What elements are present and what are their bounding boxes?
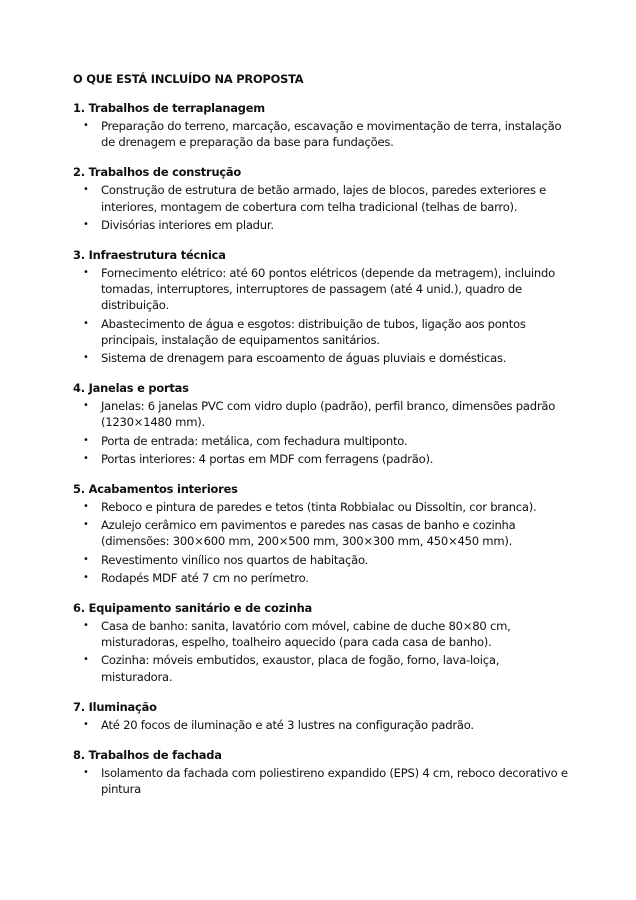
bullet-icon: • (83, 267, 89, 279)
list-item (73, 618, 573, 650)
list-item-text: Janelas: 6 janelas PVC com vidro duplo (padrão), perfil branco, dimensões padrão (1230×1480 mm). (101, 399, 556, 430)
section-4 (73, 380, 573, 467)
list-item (73, 217, 573, 233)
bullet-icon: • (83, 620, 89, 632)
section-heading: 8. Trabalhos de fachada (73, 748, 222, 763)
bullet-list (73, 765, 573, 797)
list-item (73, 552, 573, 568)
bullet-list (73, 182, 573, 233)
bullet-icon: • (83, 317, 89, 329)
list-item-text: Sistema de drenagem para escoamento de águas pluviais e domésticas. (101, 351, 507, 366)
list-item (73, 652, 573, 684)
bullet-icon: • (83, 654, 89, 666)
bullet-list (73, 398, 573, 467)
list-item-text: Isolamento da fachada com poliestireno expandido (EPS) 4 cm, reboco decorativo e pintura (101, 766, 568, 797)
bullet-icon: • (83, 718, 89, 730)
bullet-icon: • (83, 452, 89, 464)
bullet-list (73, 717, 573, 733)
list-item (73, 350, 573, 366)
list-item-text: Reboco e pintura de paredes e tetos (tinta Robbialac ou Dissoltin, cor branca). (101, 500, 537, 515)
section-5 (73, 481, 573, 586)
list-item (73, 433, 573, 449)
bullet-list (73, 265, 573, 366)
section-7 (73, 699, 573, 733)
section-2 (73, 164, 573, 233)
list-item (73, 398, 573, 430)
list-item-text: Construção de estrutura de betão armado, lajes de blocos, paredes exteriores e interiores, montagem de cobertura com telha tradicional (telhas de barro). (101, 183, 546, 214)
list-item (73, 517, 573, 549)
bullet-icon: • (83, 501, 89, 513)
list-item-text: Portas interiores: 4 portas em MDF com ferragens (padrão). (101, 451, 434, 466)
list-item-text: Fornecimento elétrico: até 60 pontos elétricos (depende da metragem), incluindo tomadas, interruptores, interruptores de passagem (até 4 unid.), quadro de distribuição. (101, 266, 555, 313)
document-page (73, 71, 573, 811)
list-item-text: Divisórias interiores em pladur. (101, 217, 274, 232)
section-heading: 6. Equipamento sanitário e de cozinha (73, 601, 313, 616)
bullet-icon: • (83, 184, 89, 196)
bullet-icon: • (83, 519, 89, 531)
list-item (73, 316, 573, 348)
section-3 (73, 247, 573, 366)
list-item-text: Casa de banho: sanita, lavatório com móvel, cabine de duche 80×80 cm, misturadoras, espelho, toalheiro aquecido (para cada casa de banho). (101, 619, 511, 650)
list-item (73, 717, 573, 733)
section-1 (73, 100, 573, 150)
list-item-text: Cozinha: móveis embutidos, exaustor, placa de fogão, forno, lava-loiça, misturadora. (101, 653, 500, 684)
list-item-text: Revestimento vinílico nos quartos de habitação. (101, 552, 369, 567)
bullet-icon: • (83, 767, 89, 779)
list-item (73, 499, 573, 515)
bullet-icon: • (83, 352, 89, 364)
section-heading: 2. Trabalhos de construção (73, 165, 242, 180)
document-title: O QUE ESTÁ INCLUÍDO NA PROPOSTA (73, 72, 304, 86)
section-heading: 7. Iluminação (73, 699, 157, 714)
list-item-text: Abastecimento de água e esgotos: distribuição de tubos, ligação aos pontos principais, instalação de equipamentos sanitários. (101, 316, 526, 347)
list-item-text: Porta de entrada: metálica, com fechadura multiponto. (101, 433, 408, 448)
bullet-icon: • (83, 120, 89, 131)
list-item (73, 118, 573, 150)
bullet-list (73, 499, 573, 586)
section-heading: 4. Janelas e portas (73, 381, 189, 396)
list-item (73, 765, 573, 797)
section-heading: 1. Trabalhos de terraplanagem (73, 101, 265, 115)
list-item-text: Preparação do terreno, marcação, escavação e movimentação de terra, instalação de drenagem e preparação da base para fundações. (101, 119, 562, 150)
list-item-text: Até 20 focos de iluminação e até 3 lustres na configuração padrão. (101, 717, 474, 732)
sections-container (73, 100, 573, 797)
list-item (73, 451, 573, 467)
bullet-list (73, 118, 573, 150)
bullet-icon: • (83, 434, 89, 446)
section-8 (73, 747, 573, 797)
list-item (73, 182, 573, 214)
section-heading: 5. Acabamentos interiores (73, 482, 238, 497)
section-heading: 3. Infraestrutura técnica (73, 248, 226, 263)
bullet-list (73, 618, 573, 685)
list-item (73, 570, 573, 586)
section-6 (73, 600, 573, 685)
bullet-icon: • (83, 571, 89, 583)
list-item (73, 265, 573, 314)
bullet-icon: • (83, 553, 89, 565)
list-item-text: Azulejo cerâmico em pavimentos e paredes nas casas de banho e cozinha (dimensões: 300×600 mm, 200×500 mm, 300×300 mm, 450×450 mm). (101, 518, 516, 549)
bullet-icon: • (83, 400, 89, 412)
bullet-icon: • (83, 218, 89, 230)
list-item-text: Rodapés MDF até 7 cm no perímetro. (101, 570, 309, 585)
